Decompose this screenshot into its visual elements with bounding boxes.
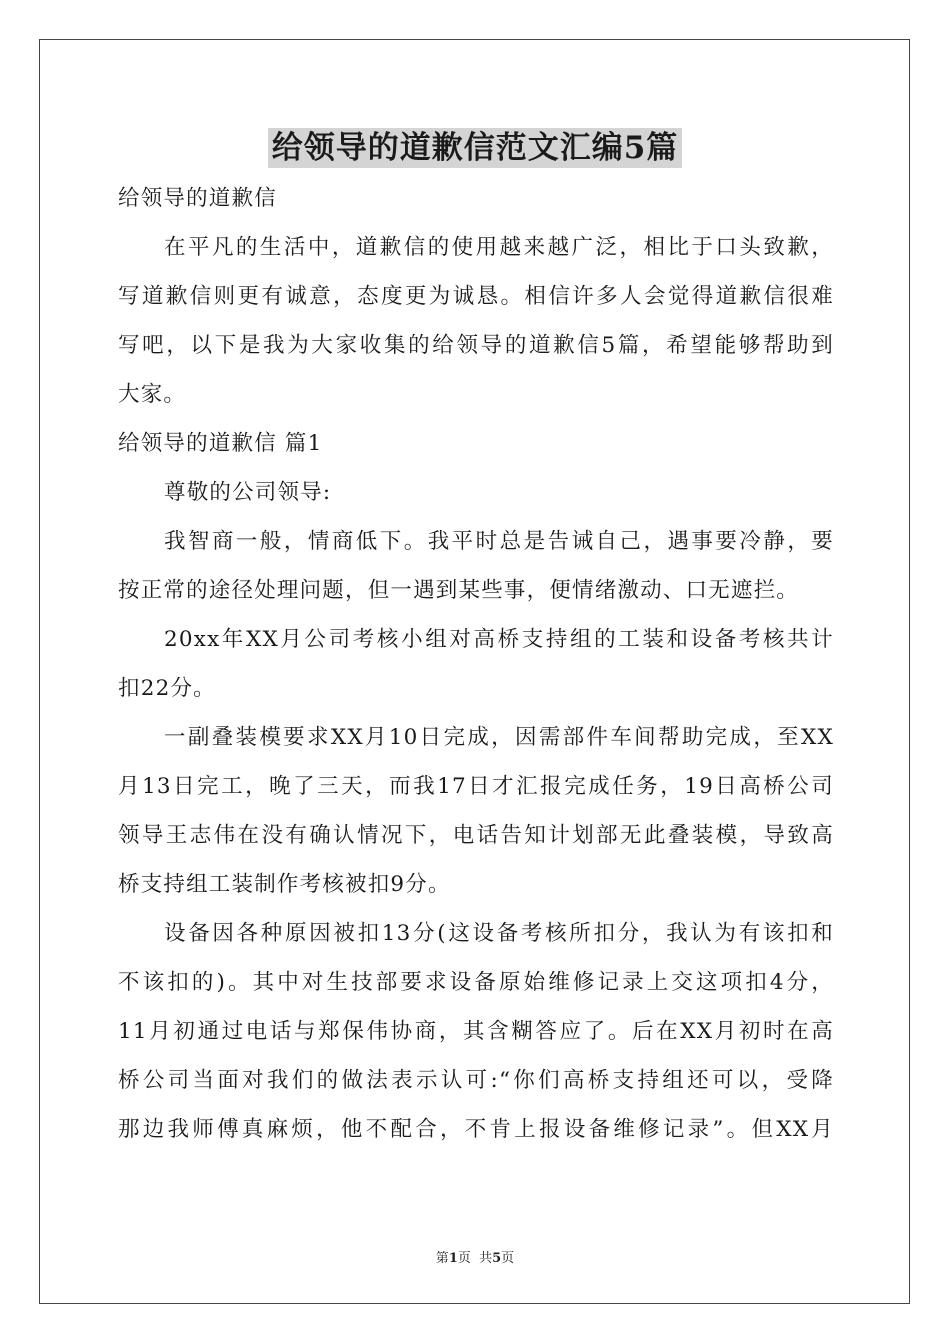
paragraph-line: 领导王志伟在没有确认情况下，电话告知计划部无此叠装模，导致高 <box>118 823 834 848</box>
footer-page-current: 1 <box>448 1251 458 1266</box>
footer-page-prefix: 第 <box>435 1251 449 1266</box>
intro-line: 写道歉信则更有诚意，态度更为诚恳。相信许多人会觉得道歉信很难 <box>118 284 834 309</box>
paragraph-line: 按正常的途径处理问题，但一遇到某些事，便情绪激动、口无遮拦。 <box>118 578 800 603</box>
paragraph-line: 20xx年XX月公司考核小组对高桥支持组的工装和设备考核共计 <box>164 627 834 652</box>
footer-page-total: 5 <box>492 1251 502 1266</box>
paragraph-line: 我智商一般，情商低下。我平时总是告诫自己，遇事要冷静，要 <box>164 529 834 554</box>
paragraph-line: 设备因各种原因被扣13分(这设备考核所扣分，我认为有该扣和 <box>164 921 834 946</box>
salutation: 尊敬的公司领导: <box>164 480 332 505</box>
paragraph-line: 不该扣的)。其中对生技部要求设备原始维修记录上交这项扣4分， <box>118 970 834 995</box>
paragraph-line: 月13日完工，晚了三天，而我17日才汇报完成任务，19日高桥公司 <box>118 774 834 799</box>
paragraph-line: 桥公司当面对我们的做法表示认可:“你们高桥支持组还可以，受降 <box>118 1068 834 1093</box>
intro-line: 在平凡的生活中，道歉信的使用越来越广泛，相比于口头致歉， <box>164 235 834 260</box>
paragraph-line: 那边我师傅真麻烦，他不配合，不肯上报设备维修记录”。但XX月 <box>118 1117 834 1142</box>
footer-page-mid: 页 共 <box>457 1251 493 1266</box>
paragraph-line: 11月初通过电话与郑保伟协商，其含糊答应了。后在XX月初时在高 <box>118 1019 834 1044</box>
intro-line: 大家。 <box>118 382 187 407</box>
section-heading: 给领导的道歉信 篇1 <box>118 431 323 456</box>
page-footer <box>0 1247 950 1266</box>
footer-page-suffix: 页 <box>501 1251 515 1266</box>
document-title: 给领导的道歉信范文汇编5篇 <box>268 128 683 168</box>
title-container <box>0 128 950 168</box>
intro-heading: 给领导的道歉信 <box>118 186 277 211</box>
document-body <box>118 180 834 1160</box>
intro-line: 写吧，以下是我为大家收集的给领导的道歉信5篇，希望能够帮助到 <box>118 333 834 358</box>
paragraph-line: 一副叠装模要求XX月10日完成，因需部件车间帮助完成，至XX <box>164 725 834 750</box>
paragraph-line: 扣22分。 <box>118 676 216 701</box>
paragraph-line: 桥支持组工装制作考核被扣9分。 <box>118 872 451 897</box>
